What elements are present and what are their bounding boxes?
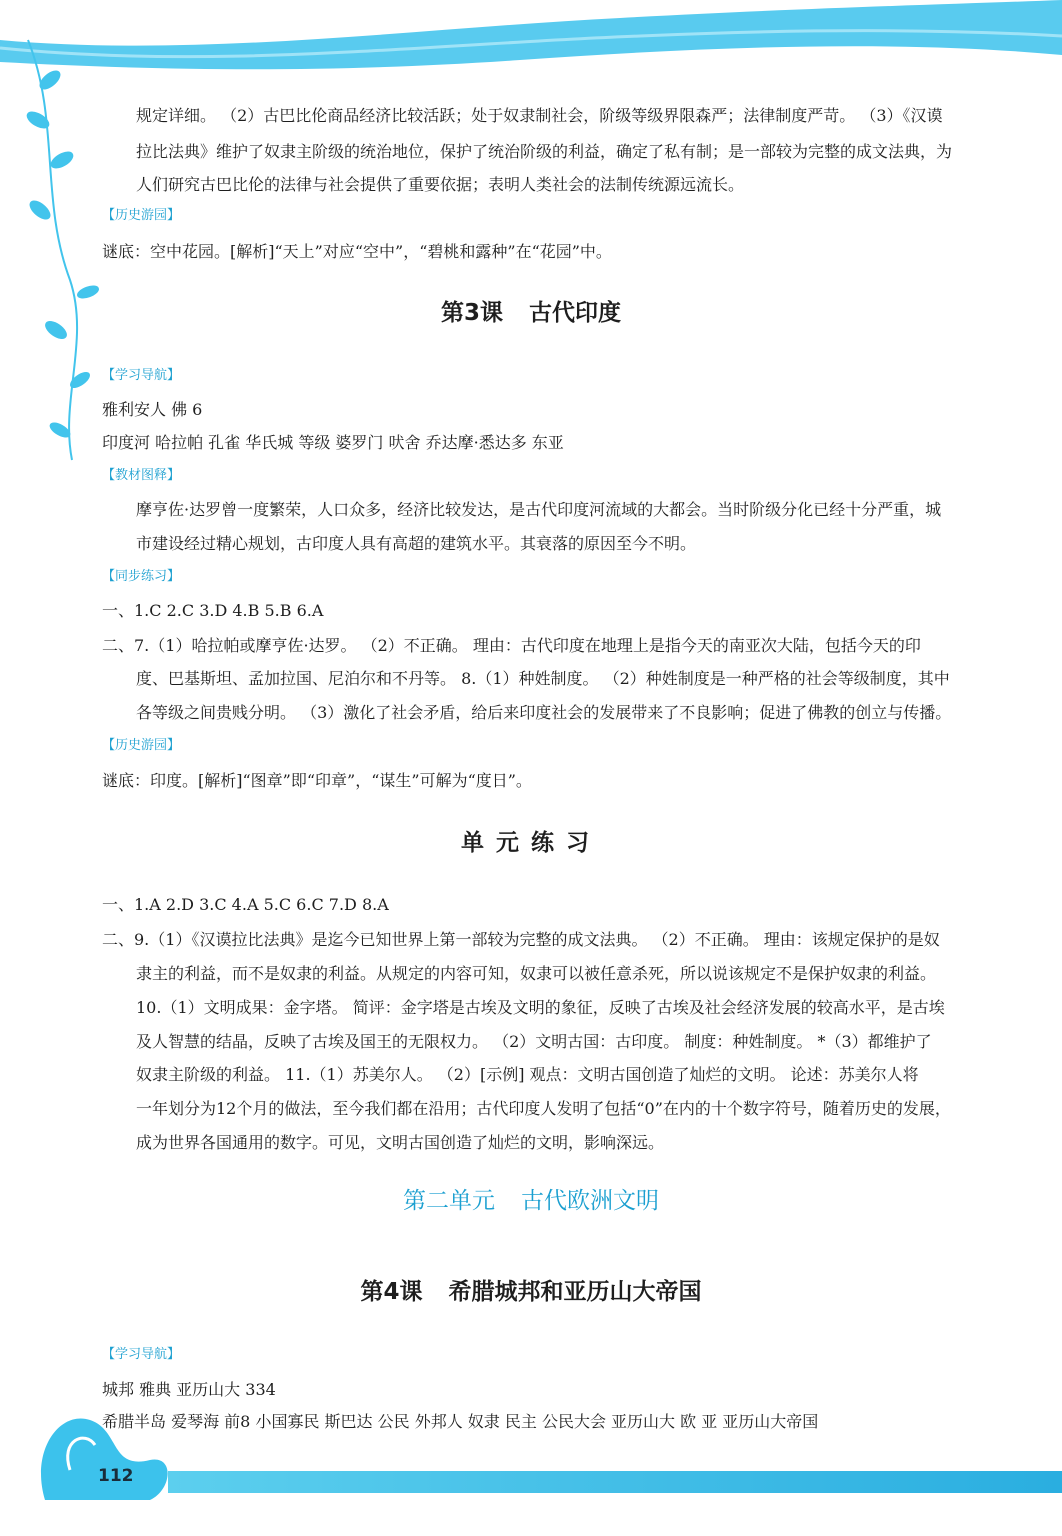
review-line: 一、1.A 2.D 3.C 4.A 5.C 6.C 7.D 8.A (102, 895, 389, 914)
footer-bar (168, 1471, 1062, 1493)
riddle-answer: 谜底：空中花园。[解析]“天上”对应“空中”，“碧桃和露种”在“花园”中。 (102, 242, 612, 261)
review-line: 10.（1）文明成果：金字塔。 简评：金字塔是古埃及文明的象征，反映了古埃及社会经济发展的较高水平，是古埃 (136, 998, 945, 1017)
explain-line: 市建设经过精心规划，古印度人具有高超的建筑水平。其衰落的原因至今不明。 (136, 534, 697, 553)
top-wave-ornament (0, 0, 1062, 69)
lesson-number: 第4课 (360, 1279, 423, 1305)
review-line: 二、9.（1）《汉谟拉比法典》是迄今已知世界上第一部较为完整的成文法典。 （2）不正确。 理由：该规定保护的是奴 (102, 930, 940, 949)
unit-review-title: 单元练习 (461, 830, 601, 856)
guide-answer-line: 雅利安人 佛 6 (102, 400, 203, 419)
review-line: 奴隶主阶级的利益。 11.（1）苏美尔人。 （2）[示例] 观点：文明古国创造了灿烂的文明。 论述：苏美尔人将 (136, 1065, 919, 1084)
intro-line: 规定详细。 （2）古巴比伦商品经济比较活跃；处于奴隶制社会，阶级等级界限森严；法律制度严苛。 （3）《汉谟 (136, 106, 943, 125)
vine-ornament (25, 40, 100, 460)
riddle-answer: 谜底：印度。[解析]“图章”即“印章”，“谋生”可解为“度日”。 (102, 771, 532, 790)
page-number: 112 (98, 1466, 134, 1486)
section-tag-history-park: 【历史游园】 (102, 738, 181, 753)
intro-line: 拉比法典》维护了奴隶主阶级的统治地位，保护了统治阶级的利益，确定了私有制；是一部较为完整的成文法典，为 (136, 142, 953, 161)
guide-answer-line: 城邦 雅典 亚历山大 334 (102, 1380, 276, 1399)
section-tag-figure-explain: 【教材图释】 (102, 468, 181, 483)
review-line: 隶主的利益，而不是奴隶的利益。从规定的内容可知，奴隶可以被任意杀死，所以说该规定不是保护奴隶的利益。 (136, 964, 937, 983)
guide-answer-line: 希腊半岛 爱琴海 前8 小国寡民 斯巴达 公民 外邦人 奴隶 民主 公民大会 亚历山大 欧 亚 亚历山大帝国 (102, 1412, 819, 1431)
section-tag-study-guide: 【学习导航】 (102, 368, 181, 383)
practice-line: 二、7.（1）哈拉帕或摩亨佐·达罗。 （2）不正确。 理由：古代印度在地理上是指今天的南亚次大陆，包括今天的印 (102, 636, 921, 655)
guide-answer-line: 印度河 哈拉帕 孔雀 华氏城 等级 婆罗门 吠舍 乔达摩·悉达多 东亚 (102, 433, 564, 452)
practice-line: 一、1.C 2.C 3.D 4.B 5.B 6.A (102, 601, 324, 620)
unit-number: 第二单元 (403, 1188, 495, 1214)
unit-name: 古代欧洲文明 (521, 1188, 659, 1214)
lesson-name: 古代印度 (529, 300, 621, 326)
lesson-title (0, 1277, 1062, 1307)
section-tag-practice: 【同步练习】 (102, 569, 181, 584)
lesson-number: 第3课 (440, 300, 503, 326)
lesson-name: 希腊城邦和亚历山大帝国 (448, 1279, 702, 1305)
review-line: 成为世界各国通用的数字。可见，文明古国创造了灿烂的文明，影响深远。 (136, 1133, 665, 1152)
review-line: 一年划分为12个月的做法，至今我们都在沿用；古代印度人发明了包括“0”在内的十个数字符号，随着历史的发展， (136, 1099, 951, 1118)
review-line: 及人智慧的结晶，反映了古埃及国王的无限权力。 （2）文明古国：古印度。 制度：种姓制度。 *（3）都维护了 (136, 1032, 932, 1051)
section-tag-study-guide: 【学习导航】 (102, 1347, 181, 1362)
practice-line: 度、巴基斯坦、孟加拉国、尼泊尔和不丹等。 8.（1）种姓制度。 （2）种姓制度是一种严格的社会等级制度，其中 (136, 669, 950, 688)
intro-line: 人们研究古巴比伦的法律与社会提供了重要依据；表明人类社会的法制传统源远流长。 (136, 175, 745, 194)
section-tag-history-park: 【历史游园】 (102, 208, 181, 223)
practice-line: 各等级之间贵贱分明。 （3）激化了社会矛盾，给后来印度社会的发展带来了不良影响；促进了佛教的创立与传播。 (136, 703, 952, 722)
lesson-title (0, 298, 1062, 328)
explain-line: 摩亨佐·达罗曾一度繁荣，人口众多，经济比较发达，是古代印度河流域的大都会。当时阶级分化已经十分严重，城 (136, 500, 942, 519)
unit-title (0, 1186, 1062, 1216)
